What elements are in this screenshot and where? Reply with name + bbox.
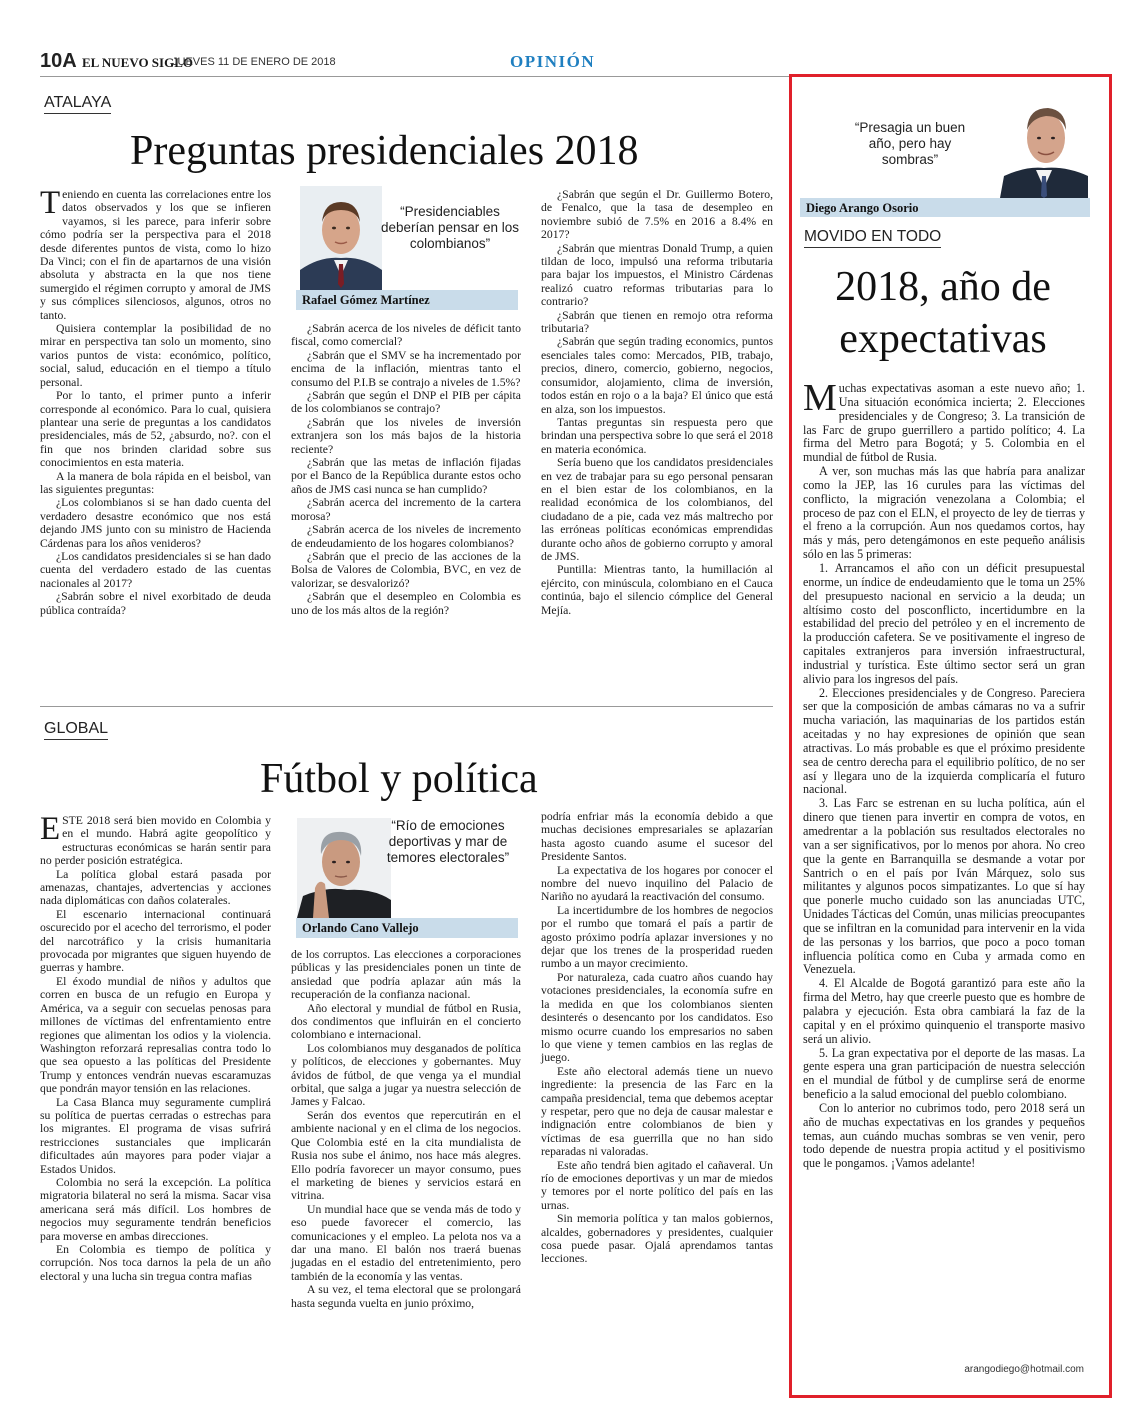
headline-expectativas-line1: 2018, año de [835, 264, 1051, 310]
author-photo-rafael [300, 186, 382, 290]
author-bar-rafael: Rafael Gómez Martínez [296, 290, 518, 310]
newspaper-name: EL NUEVO SIGLO [82, 55, 193, 70]
author-bar-orlando: Orlando Cano Vallejo [296, 918, 518, 938]
article3-body: Muchas expectativas asoman a este nuevo año; 1. Una situación económica incierta; 2. Elecciones presidenciales y de Congreso; 3. La transición de las Farc de grupo guerrillero a partido político; 4. La firma del Metro para Bogotá; y 5. Colombia en el mundial de fútbol de Rusia. A ver, son muchas más las que habría para analizar como la JEP, las 16 curules para las víctimas del conflicto, la migración venezolana a Colombia; el proceso de paz con el ELN, el proyecto de ley de tierras y el freno a la corrupción. Aun nos quedamos cortos, hay más y más, pero detengámonos en este pequeño análisis sólo en las 5 primeras: 1. Arrancamos el año con un déficit presupuestal enorme, un índice de endeudamiento que le toma un 25% del presupuesto nacional en servicio a la deuda; un altísimo costo del posconflicto, incertidumbre en la estabilidad del precio del petróleo y en el incremento de la producción cafetera. Se ve positivamente el ingreso de capitales extranjeros para inversión infraestructural, industrial y turística. Este último sector será un gran alivio para los ingresos del país. 2. Elecciones presidenciales y de Congreso. Pareciera ser que la composición de ambas cámaras no va a sufrir mucha variación, las maquinarias de los partidos están aceitadas y no hay expresiones de opinión que sean atractivas. Lo más probable es que el próximo presidente sea de centro derecha para el equilibrio político, de no ser así y llegara uno de la izquierda complicaría el futuro nacional. 3. Las Farc se estrenan en su lucha política, aún el dinero que tienen para invertir en compra de votos, en amedrentar a la población sus resultados electorales no van a ser significativos, por lo menos por ahora. No creo que la gente en Barranquilla se desmande a votar por Santrich o en el país por Iván Márquez, solo sus militantes y algunos pocos simpatizantes. Lo que sí hay que ponerle mucho cuidado son las anunciadas UTC, Unidades Tácticas del Común, unas milicias preocupantes que se infiltran en la comunidad para intervenir en la vida de las personas y los barrios, que poco a poco toman influencia política como en Cuba y armada como en Venezuela. 4. El Alcalde de Bogotá garantizó para este año la firma del Metro, hay que creerle puesto que es hombre de palabra y ejecución. Esta obra cambiará la faz de la capital y en el próximo quinquenio el transporte masivo será un alivio. 5. La gran expectativa por el deporte de las masas. La gente espera una gran participación de nuestra selección en el mundial de fútbol y de cumplirse será de enorme beneficio a la salud emocional del pueblo colombiano. Con lo anterior no cubrimos todo, pero 2018 será un año de muchas expectativas en los grandes y pequeños temas, aun cuándo muchas sombras se ven venir, pero todo depende de nuestra propia actitud y el positivismo que le pongamos. ¡Vamos adelante! [803, 377, 1085, 1171]
headline-preguntas: Preguntas presidenciales 2018 [130, 128, 639, 174]
column-label-global: GLOBAL [44, 720, 108, 740]
column-label-movido: MOVIDO EN TODO [804, 228, 941, 248]
article-divider [40, 706, 773, 707]
author-photo-diego [1000, 96, 1088, 198]
article2-column-3: podría enfriar más la economía debido a que muchas decisiones empresariales se aplazarían hasta agosto cuando asume el sucesor del Presidente Santos. La expectativa de los hogares por conocer el nombre del nuevo inquilino del Palacio de Nariño no ayudará la reactivación del consumo. La incertidumbre de los hombres de negocios por el rumbo que tomará el país a partir de agosto próximo podría aplazar inversiones y no dejar que los trenes de la prosperidad rueden rumbo a un mayor crecimiento. Por naturaleza, cada cuatro años cuando hay votaciones presidenciales, la economía sufre en la medida en que los colombianos sienten desinterés o desencanto por los candidatos. Eso mismo ocurre cuando los empresarios no saben lo que viene y temen cambios en las reglas de juego. Este año electoral además tiene un nuevo ingrediente: la presencia de las Farc en la campaña presidencial, tema que debemos aceptar y respetar, pero que no deja de causar malestar e indignación entre colombianos de bien y víctimas de esa guerrilla que no han sido reparadas ni valoradas. Este año tendrá bien agitado el cañaveral. Un río de emociones deportivas y un mar de miedos y temores por el norte político del país en las urnas. Sin memoria política y tan malos gobiernos, alcaldes, gobernadores y presidentes, cualquier cosa puede pasar. Ojalá aprendamos tantas lecciones. [541, 810, 773, 1266]
pull-quote-rafael: “Presidenciables deberían pensar en los colombianos” [380, 204, 520, 251]
section-title: OPINIÓN [510, 52, 596, 71]
headline-expectativas-line2: expectativas [839, 316, 1047, 362]
article1-column-1: Teniendo en cuenta las correlaciones entre los datos observados y los que se infieren vayamos, si les parece, para inferir sobre cómo podría ser la perspectiva para el 2018 desde diferentes puntos de vista, como lo hizo Da Vinci; con el fin de apartarnos de una visión absoluta y abstracta en la que nos tiene sumergido el régimen corrupto y amoral de JMS y sus cómplices silenciosos, algunos, otros no tanto. Quisiera contemplar la posibilidad de no mirar en perspectiva tan solo un momento, sino varios puntos de vista: económico, político, social, salud, educación en el tiempo a título personal. Por lo tanto, el primer punto a inferir corresponde al económico. Para lo cual, quisiera plantear una serie de preguntas a los candidatos presidenciales, más de 52, ¿absurdo, no?. con el fin que nos brinden claridad sobre sus conocimientos en esta materia. A la manera de bola rápida en el beisbol, van las siguientes preguntas: ¿Los colombianos si se han dado cuenta del verdadero desastre económico que nos está dejando JMS junto con su ministro de Hacienda Cárdenas para los años venideros? ¿Los candidatos presidenciales si se han dado cuenta del verdadero estado de las cuentas nacionales al 2017? ¿Sabrán sobre el nivel exorbitado de deuda pública contraída? [40, 185, 271, 617]
article1-column-3: ¿Sabrán que según el Dr. Guillermo Botero, de Fenalco, que la tasa de desempleo en noviembre subió de 7.5% en 2016 a 8.4% en 2017? ¿Sabrán que mientras Donald Trump, a quien tildan de loco, impulsó una reforma tributaria para bajar los impuestos, el Ministro Cárdenas realizó cuatro reformas tributarias para lo contrario? ¿Sabrán que tienen en remojo otra reforma tributaria? ¿Sabrán que según trading economics, puntos esenciales tales como: Mercados, PIB, trabajo, precios, dinero, comercio, gobierno, negocios, consumidor, alojamiento, clima de inversión, todos están en rojo o a la baja? El único que está en alza, son los impuestos. Tantas preguntas sin respuesta pero que brindan una perspectiva sobre lo que será el 2018 en materia económica. Sería bueno que los candidatos presidenciales en vez de trabajar para su ego personal pensaran en el bien estar de los colombianos, en la realidad económica de los colombianos, del ciudadano de a pie, cada vez más maltrecho por las erróneas políticas económicas emprendidas durante ocho años de gobierno corrupto y amoral de JMS. Puntilla: Mientras tanto, la humillación al ejército, con minúscula, colombiano en el Cauca continúa, bajo el silencio cómplice del General Mejía. [541, 188, 773, 617]
drop-cap: M [803, 377, 837, 419]
headline-futbol: Fútbol y política [260, 756, 538, 802]
page-number: 10A [40, 50, 77, 72]
drop-cap: T [40, 185, 61, 221]
column-label-atalaya: ATALAYA [44, 94, 111, 114]
author-email: arangodiego@hotmail.com [964, 1364, 1084, 1375]
drop-cap: E [40, 811, 61, 847]
pull-quote-orlando: “Río de emociones deportivas y mar de temores electorales” [386, 818, 510, 865]
author-bar-diego: Diego Arango Osorio [800, 198, 1090, 217]
pull-quote-diego: “Presagia un buen año, pero hay sombras” [854, 120, 966, 167]
article2-column-1: ESTE 2018 será bien movido en Colombia y en el mundo. Habrá agite geopolítico y estructuras económicas se harán sentir para no perder posición estratégica. La política global estará pasada por amenazas, chantajes, advertencias y acciones nada diplomáticas con daños colaterales. El escenario internacional continuará oscurecido por el acecho del terrorismo, el poder del narcotráfico y la crisis humanitaria provocada por migrantes que siguen huyendo de guerras y hambre. El éxodo mundial de niños y adultos que corren en busca de un refugio en Europa y América, va a seguir con secuelas penosas para millones de víctimas del enfrentamiento entre regiones que alimentan los odios y la violencia. Washington reforzará represalias contra todo lo que sea opuesto a las políticas del Presidente Trump y entonces vendrán nuevas escaramuzas que pondrán mayor tensión en las relaciones. La Casa Blanca muy seguramente cumplirá su política de puertas cerradas o estrechas para los migrantes. El programa de visas sufrirá restricciones sustanciales que implicarán dificultades aún mayores para poder viajar a Estados Unidos. Colombia no será la excepción. La política migratoria bilateral no será la misma. Sacar visa americana será más difícil. Los hombres de negocios muy seguramente tendrán beneficios para moverse en ambas direcciones. En Colombia es tiempo de política y corrupción. Nos toca darnos la pela de un año electoral y una lucha sin tregua contra mafias [40, 811, 271, 1283]
issue-date: JUEVES 11 DE ENERO DE 2018 [172, 56, 336, 68]
article1-column-2: ¿Sabrán acerca de los niveles de déficit tanto fiscal, como comercial? ¿Sabrán que el SMV se ha incrementado por encima de la inflación, mientras tanto el consumo del P.I.B se contrajo a niveles de 1.5%? ¿Sabrán que según el DNP el PIB per cápita de los colombianos se contrajo? ¿Sabrán que los niveles de inversión extranjera son los más bajos de la historia reciente? ¿Sabrán que las metas de inflación fijadas por el Banco de la República durante estos ocho años de JMS casi nunca se han cumplido? ¿Sabrán acerca del incremento de la cartera morosa? ¿Sabrán acerca de los niveles de incremento de endeudamiento de los hogares colombianos? ¿Sabrán que el precio de las acciones de la Bolsa de Valores de Colombia, BVC, en vez de valorizar, se desvalorizó? ¿Sabrán que el desempleo en Colombia es uno de los más altos de la región? [291, 322, 521, 617]
article2-column-2: de los corruptos. Las elecciones a corporaciones públicas y las presidenciales ponen un tinte de ansiedad que podría aplazar aún más la recuperación de la confianza nacional. Año electoral y mundial de fútbol en Rusia, dos condimentos que influirán en el concierto colombiano e internacional. Los colombianos muy desganados de política y políticos, de elecciones y gobernantes. Muy ávidos de fútbol, de que venga ya el mundial orbital, que salga a jugar ya nuestra selección de James y Falcao. Serán dos eventos que repercutirán en el ambiente nacional y en el clima de los negocios. Que Colombia esté en la cita mundialista de Rusia nos sube el ánimo, nos hace más alegres. Ello podría favorecer un mayor consumo, pues el marketing de bienes y servicios estará en vitrina. Un mundial hace que se venda más de todo y eso puede favorecer el comercio, las comunicaciones y el empleo. La pelota nos va a dar una mano. El balón nos traerá buenas jugadas en el estadio del entretenimiento, pero también de la economía y las ventas. A su vez, el tema electoral que se prolongará hasta segunda vuelta en junio próximo, [291, 948, 521, 1310]
